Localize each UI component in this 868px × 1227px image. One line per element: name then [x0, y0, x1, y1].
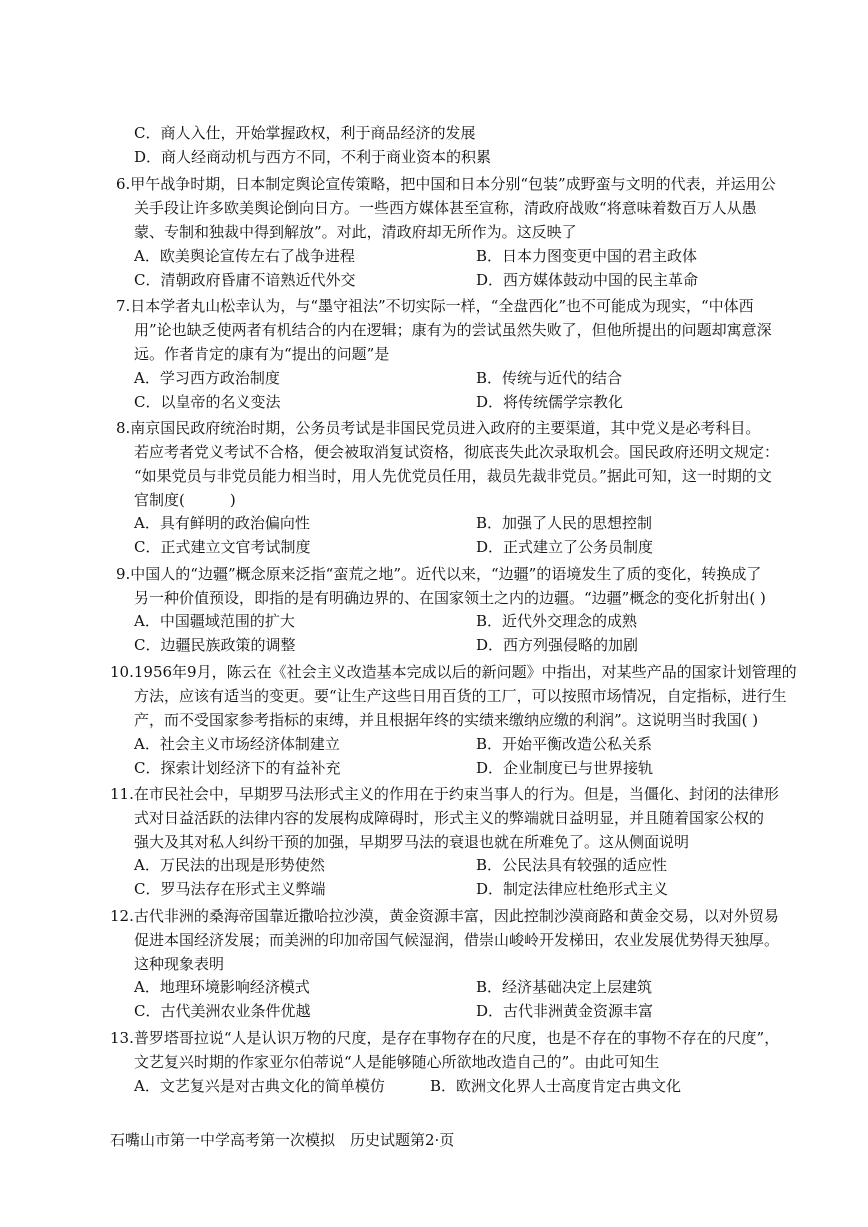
- q7-line-2: 用”论也缺乏使两者有机结合的内在逻辑；康有为的尝试虽然失败了，但他所提出的问题却寓意深: [134, 321, 772, 339]
- q10-option-a: A．社会主义市场经济体制建立: [134, 735, 340, 753]
- q9-option-a: A．中国疆域范围的扩大: [134, 612, 295, 630]
- q13-line-2: 文艺复兴时期的作家亚尔伯蒂说“人是能够随心所欲地改造自己的”。由此可知生: [134, 1053, 660, 1071]
- q6-line-1: 6.甲午战争时期，日本制定舆论宣传策略，把中国和日本分别“包装”成野蛮与文明的代表，并运用公: [116, 175, 776, 193]
- q12-line-2: 促进本国经济发展；而美洲的印加帝国气候湿润，借崇山峻岭开发梯田，农业发展优势得天独厚。: [134, 931, 780, 949]
- q7-line-3: 远。作者肯定的康有为“提出的问题”是: [134, 345, 390, 363]
- q11-option-b: B．公民法具有较强的适应性: [476, 856, 668, 874]
- q5-option-d: D．商人经商动机与西方不同，不利于商业资本的积累: [134, 148, 492, 166]
- q13-line-1: 13.普罗塔哥拉说“人是认识万物的尺度，是存在事物存在的尺度，也是不存在的事物不存在的尺度”，: [110, 1029, 780, 1047]
- q5-option-c: C．商人入仕，开始掌握政权，利于商品经济的发展: [134, 124, 476, 142]
- q8-option-d: D．正式建立了公务员制度: [476, 538, 654, 556]
- q11-option-c: C．罗马法存在形式主义弊端: [134, 880, 326, 898]
- q12-option-a: A．地理环境影响经济模式: [134, 978, 310, 996]
- q9-line-1: 9.中国人的“边疆”概念原来泛指“蛮荒之地”。近代以来，“边疆”的语境发生了质的变化，转换成了: [116, 565, 762, 583]
- q9-option-d: D．西方列强侵略的加剧: [476, 636, 639, 654]
- q8-line-4: 官制度( ): [134, 491, 236, 509]
- q11-line-1: 11.在市民社会中，早期罗马法形式主义的作用在于约束当事人的行为。但是，当僵化、封闭的法律形: [110, 785, 779, 803]
- q7-option-b: B．传统与近代的结合: [476, 369, 623, 387]
- q9-line-2: 另一种价值预设，即指的是有明确边界的、在国家领土之内的边疆。“边疆”概念的变化折射出( ): [134, 589, 766, 607]
- q12-option-b: B．经济基础决定上层建筑: [476, 978, 653, 996]
- q10-option-b: B．开始平衡改造公私关系: [476, 735, 653, 753]
- q10-option-d: D．企业制度已与世界接轨: [476, 759, 654, 777]
- q8-option-a: A．具有鲜明的政治偏向性: [134, 514, 310, 532]
- q12-line-3: 这种现象表明: [134, 955, 225, 973]
- q9-option-c: C．边疆民族政策的调整: [134, 636, 296, 654]
- q8-line-2: 若应考者党义考试不合格，便会被取消复试资格，彻底丧失此次录取机会。国民政府还明文规定：: [134, 443, 780, 461]
- q7-option-d: D．将传统儒学宗教化: [476, 393, 624, 411]
- q11-line-3: 强大及其对私人纠纷干预的加强，早期罗马法的衰退也就在所难免了。这从侧面说明: [134, 833, 690, 851]
- q6-option-a: A．欧美舆论宣传左右了战争进程: [134, 247, 355, 265]
- q12-option-c: C．古代美洲农业条件优越: [134, 1002, 311, 1020]
- q7-line-1: 7.日本学者丸山松幸认为，与“墨守祖法”不切实际一样，“全盘西化”也不可能成为现实，“中体西: [116, 297, 754, 315]
- q11-option-d: D．制定法律应杜绝形式主义: [476, 880, 669, 898]
- page-footer: 石嘴山市第一中学高考第一次模拟 历史试题第2·页: [110, 1131, 455, 1149]
- q10-line-1: 10.1956年9月，陈云在《社会主义改造基本完成以后的新问题》中指出，对某些产品的国家计划管理的: [110, 663, 797, 681]
- q12-line-1: 12.古代非洲的桑海帝国靠近撒哈拉沙漠，黄金资源丰富，因此控制沙漠商路和黄金交易，以对外贸易: [110, 907, 779, 925]
- q12-option-d: D．古代非洲黄金资源丰富: [476, 1002, 654, 1020]
- q8-option-c: C．正式建立文官考试制度: [134, 538, 311, 556]
- q9-option-b: B．近代外交理念的成熟: [476, 612, 638, 630]
- q13-option-a: A．文艺复兴是对古典文化的简单模仿: [134, 1077, 385, 1095]
- q10-option-c: C．探索计划经济下的有益补充: [134, 759, 341, 777]
- q7-option-a: A．学习西方政治制度: [134, 369, 280, 387]
- q8-line-1: 8.南京国民政府统治时期，公务员考试是非国民党员进入政府的主要渠道，其中党义是必考科目。: [116, 419, 761, 437]
- q11-option-a: A．万民法的出现是形势使然: [134, 856, 325, 874]
- q6-option-b: B．日本力图变更中国的君主政体: [476, 247, 698, 265]
- q6-option-c: C．清朝政府昏庸不谙熟近代外交: [134, 271, 356, 289]
- q8-line-3: “如果党员与非党员能力相当时，用人先优党员任用，裁员先裁非党员。”据此可知，这一时期的文: [134, 467, 772, 485]
- q7-option-c: C．以皇帝的名义变法: [134, 393, 281, 411]
- q6-line-2: 关手段让许多欧美舆论倒向日方。一些西方媒体甚至宣称，清政府战败“将意味着数百万人从愚: [134, 199, 757, 217]
- q13-option-b: B．欧洲文化界人士高度肯定古典文化: [430, 1077, 682, 1095]
- q6-option-d: D．西方媒体鼓动中国的民主革命: [476, 271, 699, 289]
- q10-line-3: 产，而不受国家参考指标的束缚，并且根据年终的实绩来缴纳应缴的利润”。这说明当时我国( ): [134, 711, 759, 729]
- q6-line-3: 蒙、专制和独裁中得到解放”。对此，清政府却无所作为。这反映了: [134, 223, 577, 241]
- q11-line-2: 式对日益活跃的法律内容的发展构成障碍时，形式主义的弊端就日益明显，并且随着国家公权的: [134, 809, 765, 827]
- q10-line-2: 方法，应该有适当的变更。要“让生产这些日用百货的工厂，可以按照市场情况，自定指标，进行生: [134, 687, 787, 705]
- q8-option-b: B．加强了人民的思想控制: [476, 514, 653, 532]
